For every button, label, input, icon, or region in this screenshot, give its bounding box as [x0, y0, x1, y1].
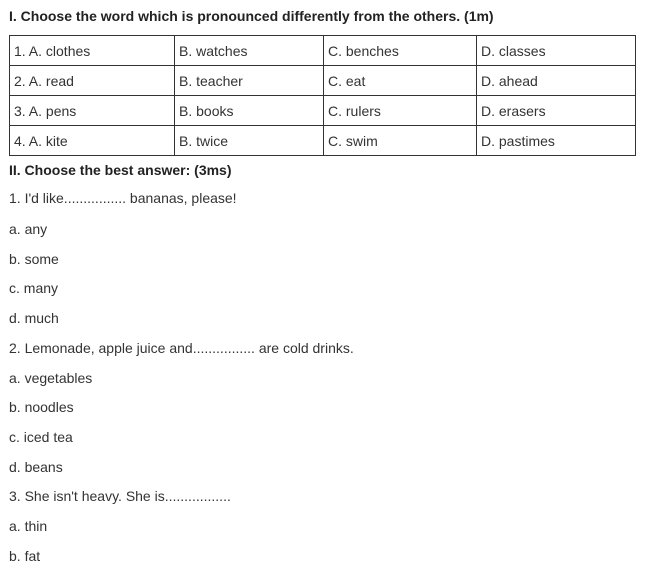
table-cell: 3. A. pens [10, 96, 175, 126]
table-cell: C. swim [324, 126, 477, 156]
table-row [10, 36, 636, 66]
table-cell: C. benches [324, 36, 477, 66]
table-cell: D. pastimes [477, 126, 636, 156]
section1-heading: I. Choose the word which is pronounced differently from the others. (1m) [9, 8, 494, 24]
question-2-text: 2. Lemonade, apple juice and................ are cold drinks. [9, 340, 354, 356]
question-2-option-b: b. noodles [9, 399, 74, 415]
table-cell: C. rulers [324, 96, 477, 126]
table-cell: D. classes [477, 36, 636, 66]
table-cell: B. twice [175, 126, 324, 156]
table-row [10, 66, 636, 96]
table-cell: D. ahead [477, 66, 636, 96]
table-cell: B. teacher [175, 66, 324, 96]
table-cell: C. eat [324, 66, 477, 96]
section2-heading: II. Choose the best answer: (3ms) [9, 162, 232, 178]
question-1-option-d: d. much [9, 310, 59, 326]
question-1-text: 1. I'd like................ bananas, please! [9, 190, 237, 206]
question-3-option-a: a. thin [9, 518, 48, 534]
table-row [10, 126, 636, 156]
table-cell: B. watches [175, 36, 324, 66]
question-3-option-b: b. fat [9, 548, 41, 564]
question-1-option-a: a. any [9, 221, 48, 237]
table-row [10, 96, 636, 126]
table-cell: 2. A. read [10, 66, 175, 96]
question-1-option-b: b. some [9, 251, 59, 267]
table-cell: 4. A. kite [10, 126, 175, 156]
question-3-text: 3. She isn't heavy. She is................. [9, 488, 231, 504]
pronunciation-table [9, 35, 636, 156]
table-cell: B. books [175, 96, 324, 126]
table-cell: D. erasers [477, 96, 636, 126]
question-2-option-d: d. beans [9, 459, 63, 475]
question-2-option-a: a. vegetables [9, 370, 93, 386]
question-1-option-c: c. many [9, 280, 59, 296]
question-2-option-c: c. iced tea [9, 429, 73, 445]
table-cell: 1. A. clothes [10, 36, 175, 66]
